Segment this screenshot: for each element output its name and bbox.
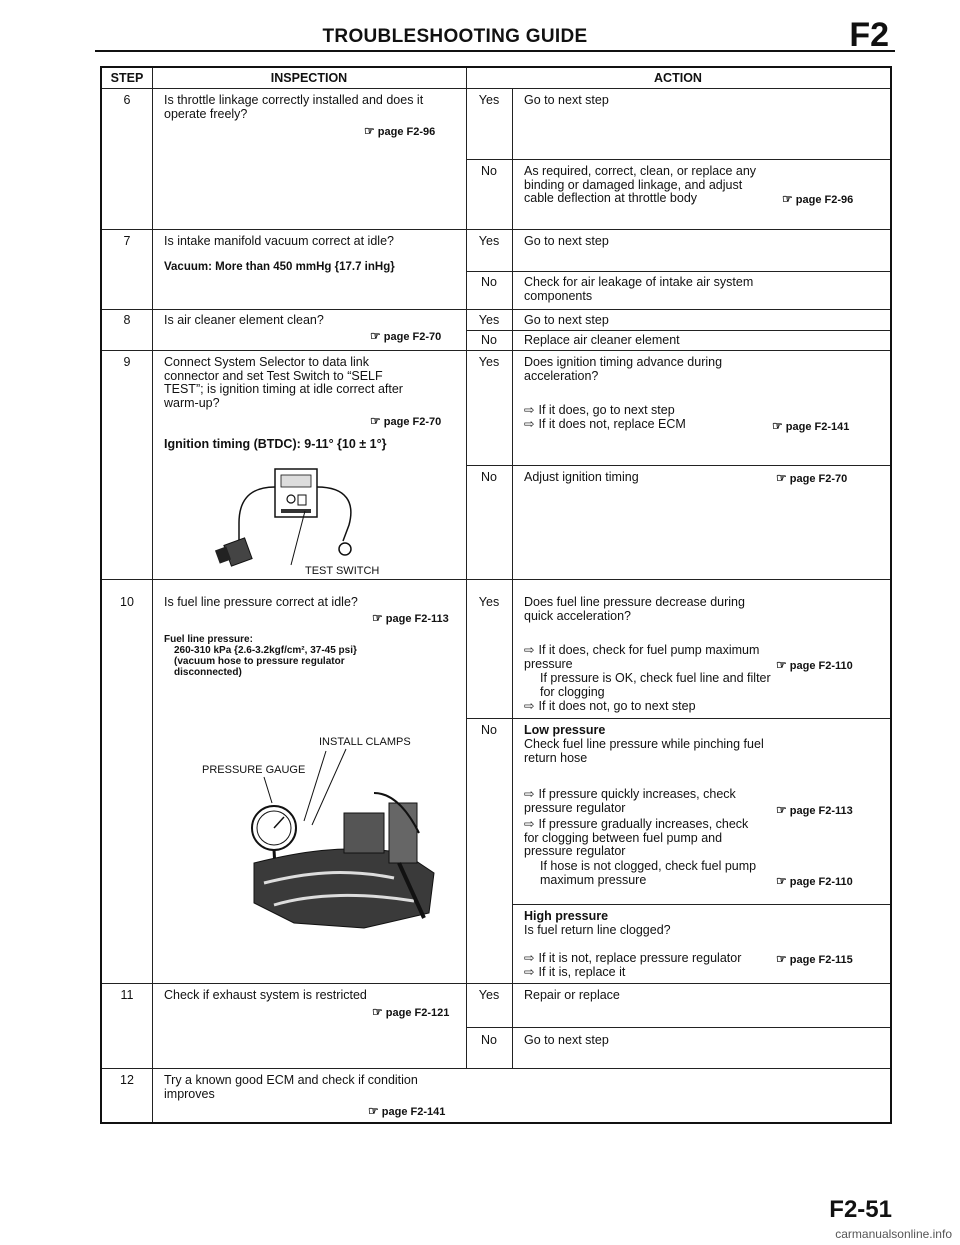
pointing-hand-icon: ☞ xyxy=(776,952,787,966)
arrow-right-icon: ⇨ xyxy=(524,699,535,713)
col-divider-step xyxy=(152,68,153,1122)
row9-end xyxy=(102,579,890,580)
page-title: TROUBLESHOOTING GUIDE xyxy=(322,26,588,47)
action-text: Replace air cleaner element xyxy=(524,333,680,347)
step-number: 12 xyxy=(120,1073,134,1087)
arrow-right-icon: ⇨ xyxy=(524,403,535,417)
pointing-hand-icon: ☞ xyxy=(776,471,787,485)
action-text: Go to next step xyxy=(524,234,609,248)
action-text: Go to next step xyxy=(524,1033,609,1047)
row10-low-high-split xyxy=(512,904,890,905)
inspection-text: Try a known good ECM and check if condition improves xyxy=(164,1073,418,1101)
spec-value: 260-310 kPa {2.6-3.2kgf/cm², 37-45 psi} xyxy=(174,645,357,656)
action-text: Is fuel return line clogged? xyxy=(524,923,671,937)
yes-label: Yes xyxy=(478,313,500,327)
action-condition: ⇨ If it is, replace it xyxy=(524,965,626,979)
arrow-right-icon: ⇨ xyxy=(524,787,535,801)
action-text: Does fuel line pressure decrease during quick acceleration? xyxy=(524,595,745,623)
column-header-action: ACTION xyxy=(654,71,702,85)
inspection-text: Connect System Selector to data link connector and set Test Switch to “SELF TEST”; is ignition timing at idle correct after warm-up? xyxy=(164,355,403,410)
action-condition: ⇨ If it does, go to next step xyxy=(524,403,675,417)
pointing-hand-icon: ☞ xyxy=(776,874,787,888)
action-condition: ⇨ If pressure quickly increases, check pressure regulator xyxy=(524,787,736,815)
yes-label: Yes xyxy=(478,234,500,248)
page-header xyxy=(95,16,895,54)
action-note: If hose is not clogged, check fuel pump maximum pressure xyxy=(540,859,757,887)
row8-end xyxy=(102,350,890,351)
row6-split xyxy=(466,159,890,160)
row7-end xyxy=(102,309,890,310)
page-reference: ☞ page F2-141 xyxy=(368,1104,446,1118)
action-text: Check fuel line pressure while pinching fuel return hose xyxy=(524,737,764,765)
page-reference: ☞ page F2-121 xyxy=(372,1005,450,1019)
yes-label: Yes xyxy=(478,93,500,107)
page-reference: ☞ page F2-70 xyxy=(370,329,442,343)
page-reference: ☞ page F2-70 xyxy=(370,414,442,428)
action-text: Go to next step xyxy=(524,93,609,107)
column-header-step: STEP xyxy=(110,71,144,85)
page-number: F2-51 xyxy=(829,1196,892,1223)
action-condition: ⇨ If it does not, replace ECM xyxy=(524,417,686,431)
step-number: 7 xyxy=(123,234,131,248)
action-condition: ⇨ If it does not, go to next step xyxy=(524,699,696,713)
action-text: Check for air leakage of intake air system components xyxy=(524,275,754,303)
high-pressure-title: High pressure xyxy=(524,909,609,923)
inspection-text: Is air cleaner element clean? xyxy=(164,313,324,327)
figure-label: INSTALL CLAMPS xyxy=(319,736,411,748)
row11-split xyxy=(466,1027,890,1028)
action-condition: ⇨ If it does, check for fuel pump maximum pressure xyxy=(524,643,760,671)
pointing-hand-icon: ☞ xyxy=(776,658,787,672)
inspection-text: Is intake manifold vacuum correct at idle? xyxy=(164,234,394,248)
action-note: If pressure is OK, check fuel line and filter for clogging xyxy=(540,671,771,699)
column-header-inspection: INSPECTION xyxy=(270,71,348,85)
section-code: F2 xyxy=(849,16,889,54)
arrow-right-icon: ⇨ xyxy=(524,965,535,979)
pointing-hand-icon: ☞ xyxy=(772,419,783,433)
row10-end xyxy=(102,983,890,984)
no-label: No xyxy=(481,723,497,737)
page-reference: ☞ page F2-110 xyxy=(776,658,853,672)
page-reference: ☞ page F2-96 xyxy=(782,192,854,206)
pointing-hand-icon: ☞ xyxy=(364,124,375,138)
arrow-right-icon: ⇨ xyxy=(524,417,535,431)
spec-text: Vacuum: More than 450 mmHg {17.7 inHg} xyxy=(164,261,395,273)
row11-end xyxy=(102,1068,890,1069)
page-reference: ☞ page F2-70 xyxy=(776,471,848,485)
step-number: 6 xyxy=(123,93,131,107)
no-label: No xyxy=(481,470,497,484)
arrow-right-icon: ⇨ xyxy=(524,951,535,965)
page-reference: ☞ page F2-141 xyxy=(772,419,850,433)
arrow-right-icon: ⇨ xyxy=(524,817,535,831)
pointing-hand-icon: ☞ xyxy=(776,803,787,817)
pointing-hand-icon: ☞ xyxy=(782,192,793,206)
row7-split xyxy=(466,271,890,272)
figure-label: PRESSURE GAUGE xyxy=(202,764,306,776)
no-label: No xyxy=(481,275,497,289)
page-reference: ☞ page F2-96 xyxy=(364,124,436,138)
watermark: carmanualsonline.info xyxy=(835,1227,952,1241)
action-text: Does ignition timing advance during acceleration? xyxy=(524,355,723,383)
low-pressure-title: Low pressure xyxy=(524,723,606,737)
arrow-right-icon: ⇨ xyxy=(524,643,535,657)
header-divider xyxy=(102,88,890,89)
action-condition: ⇨ If it is not, replace pressure regulator xyxy=(524,951,742,965)
row8-split xyxy=(466,330,890,331)
no-label: No xyxy=(481,333,497,347)
page-reference: ☞ page F2-115 xyxy=(776,952,853,966)
figure-label: TEST SWITCH xyxy=(305,565,380,577)
spec-note: (vacuum hose to pressure regulator disconnected) xyxy=(174,656,345,678)
step-number: 11 xyxy=(120,988,134,1002)
no-label: No xyxy=(481,164,497,178)
troubleshooting-table xyxy=(100,66,892,1124)
pointing-hand-icon: ☞ xyxy=(372,611,383,625)
col-divider-inspection xyxy=(466,68,467,1068)
row10-split xyxy=(466,718,890,719)
col-divider-yesno xyxy=(512,88,513,1068)
action-condition: ⇨ If pressure gradually increases, check for clogging between fuel pump and pressure regulator xyxy=(524,817,749,858)
pointing-hand-icon: ☞ xyxy=(372,1005,383,1019)
header-rule xyxy=(95,50,895,52)
no-label: No xyxy=(481,1033,497,1047)
action-text: As required, correct, clean, or replace any binding or damaged linkage, and adjust cable deflection at throttle body xyxy=(524,164,757,205)
inspection-text: Is throttle linkage correctly installed and does it operate freely? xyxy=(164,93,424,121)
yes-label: Yes xyxy=(478,988,500,1002)
inspection-text: Check if exhaust system is restricted xyxy=(164,988,367,1002)
step-number: 10 xyxy=(120,595,134,609)
action-text: Go to next step xyxy=(524,313,609,327)
test-switch-figure xyxy=(197,463,397,578)
spec-title: Fuel line pressure: xyxy=(164,634,253,645)
pointing-hand-icon: ☞ xyxy=(370,414,381,428)
step-number: 8 xyxy=(123,313,131,327)
pressure-gauge-figure xyxy=(194,733,464,933)
yes-label: Yes xyxy=(478,355,500,369)
spec-text: Ignition timing (BTDC): 9-11° {10 ± 1°} xyxy=(164,437,387,451)
action-text: Repair or replace xyxy=(524,988,620,1002)
inspection-text: Is fuel line pressure correct at idle? xyxy=(164,595,358,609)
page-reference: ☞ page F2-113 xyxy=(776,803,853,817)
yes-label: Yes xyxy=(478,595,500,609)
page-reference: ☞ page F2-110 xyxy=(776,874,853,888)
row6-end xyxy=(102,229,890,230)
row9-split xyxy=(466,465,890,466)
step-number: 9 xyxy=(123,355,131,369)
pointing-hand-icon: ☞ xyxy=(370,329,381,343)
action-text: Adjust ignition timing xyxy=(524,470,639,484)
pointing-hand-icon: ☞ xyxy=(368,1104,379,1118)
page-reference: ☞ page F2-113 xyxy=(372,611,449,625)
